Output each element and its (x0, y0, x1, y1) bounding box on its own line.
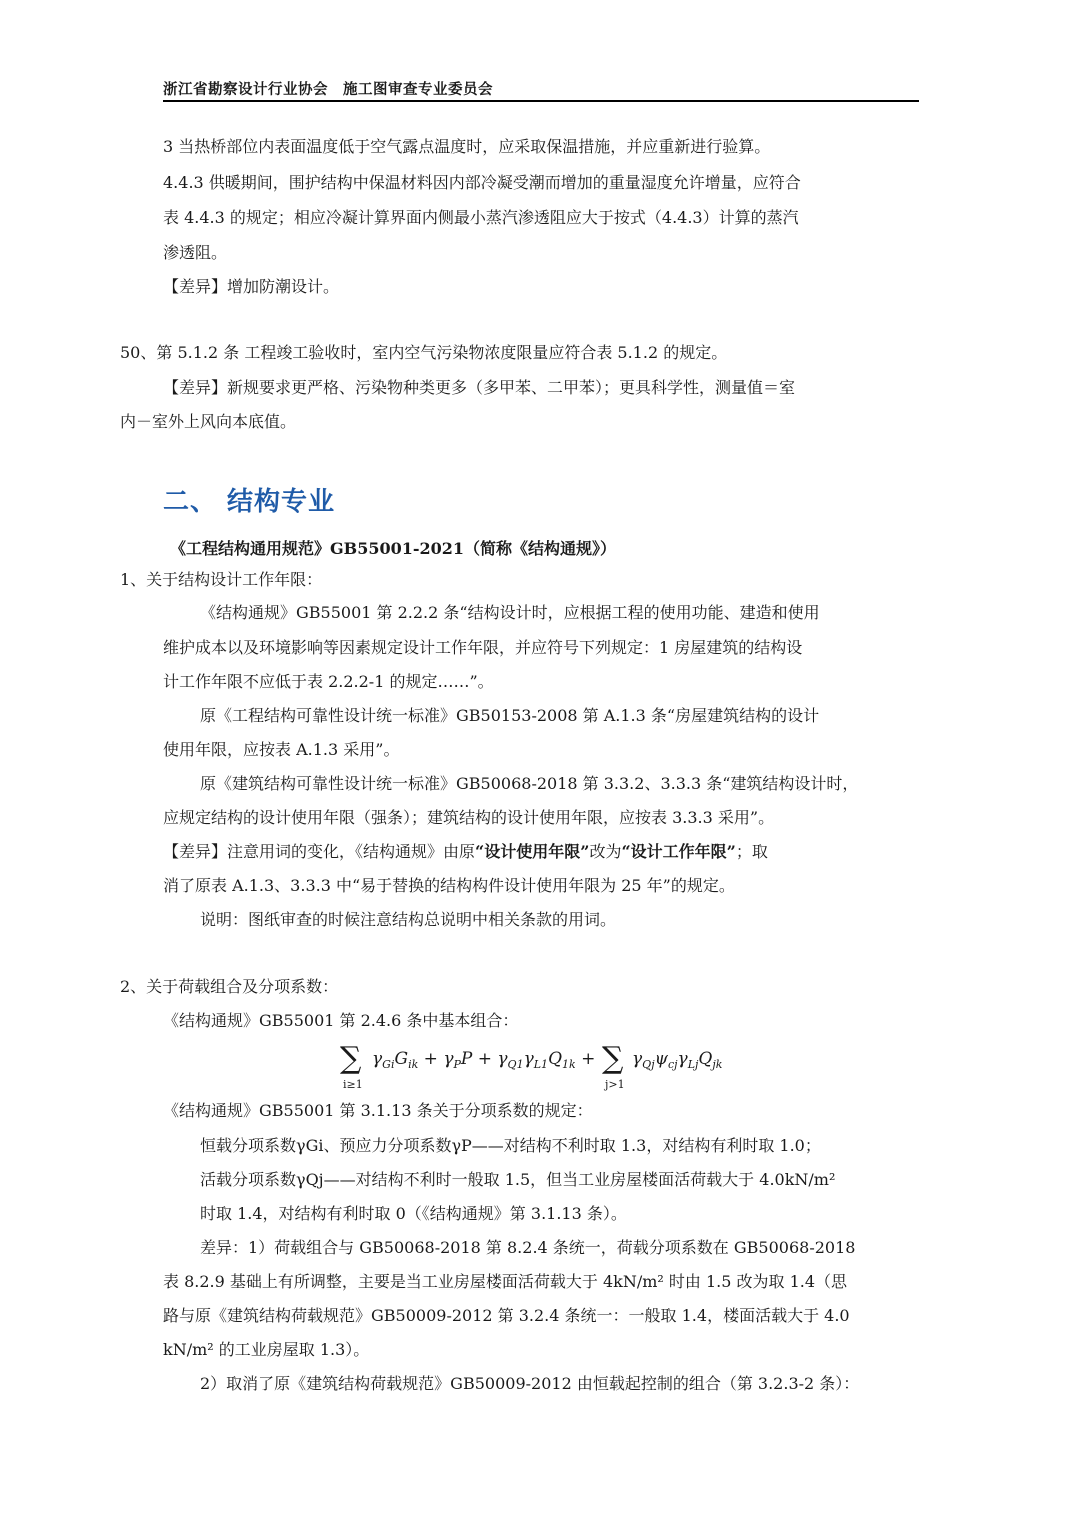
load-combination-formula (340, 1034, 760, 1094)
text-line: 4.4.3 供暖期间，围护结构中保温材料因内部冷凝受潮而增加的重量湿度允许增量，应符合 (163, 173, 801, 192)
emphasis-old-term: “设计使用年限” (475, 842, 590, 861)
text-line: 《结构通规》GB55001 第 2.4.6 条中基本组合： (163, 1011, 519, 1030)
page-header (163, 78, 919, 102)
diff-text: 改为 (589, 842, 622, 861)
sum-symbol: ∑ (602, 1041, 624, 1076)
text-line: 原《建筑结构可靠性设计统一标准》GB50068-2018 第 3.3.2、3.3.3 条“建筑结构设计时， (200, 774, 859, 793)
diff-text: 【差异】注意用词的变化，《结构通规》由原 (163, 842, 476, 861)
diff-text: ；取 (735, 842, 768, 861)
standard-title: 《工程结构通用规范》GB55001-2021（简称《结构通规》） (170, 539, 617, 558)
text-line: 说明：图纸审查的时候注意结构总说明中相关条款的用词。 (200, 910, 617, 929)
text-line: 应规定结构的设计使用年限（强条）；建筑结构的设计使用年限，应按表 3.3.3 采用”。 (163, 808, 775, 827)
sum-index: i≥1 (343, 1078, 363, 1091)
section-heading: 二、 结构专业 (163, 487, 336, 517)
text-line: 消了原表 A.1.3、3.3.3 中“易于替换的结构构件设计使用年限为 25 年”的规定。 (163, 876, 735, 895)
text-line: 活载分项系数γQj——对结构不利时一般取 1.5，但当工业房屋楼面活荷载大于 4.0kN/m² (200, 1170, 836, 1189)
text-line: 恒载分项系数γGi、预应力分项系数γP——对结构不利时取 1.3，对结构有利时取 1.0； (200, 1136, 821, 1155)
text-line: 表 8.2.9 基础上有所调整，主要是当工业房屋楼面活荷载大于 4kN/m² 时由 1.5 改为取 1.4（思 (163, 1272, 848, 1291)
text-line: 50、第 5.1.2 条 工程竣工验收时，室内空气污染物浓度限量应符合表 5.1.2 的规定。 (120, 343, 728, 362)
text-line: 《结构通规》GB55001 第 2.2.2 条“结构设计时，应根据工程的使用功能、建造和使用 (200, 603, 820, 622)
item-title: 1、关于结构设计工作年限： (120, 570, 323, 589)
text-line: 表 4.4.3 的规定；相应冷凝计算界面内侧最小蒸汽渗透阻应大于按式（4.4.3）计算的蒸汽 (163, 208, 799, 227)
diff-note: 【差异】增加防潮设计。 (163, 277, 340, 296)
text-line: 维护成本以及环境影响等因素规定设计工作年限，并应符号下列规定：1 房屋建筑的结构设 (163, 638, 803, 657)
text-line: 使用年限，应按表 A.1.3 采用”。 (163, 740, 400, 759)
sum-symbol: ∑ (340, 1041, 362, 1076)
sum-index: j>1 (605, 1078, 625, 1091)
text-line: 差异：1）荷载组合与 GB50068-2018 第 8.2.4 条统一，荷载分项系数在 GB50068-2018 (200, 1238, 856, 1257)
text-line: 渗透阻。 (163, 243, 228, 262)
text-line: 时取 1.4，对结构有利时取 0（《结构通规》第 3.1.13 条）。 (200, 1204, 627, 1223)
diff-note: 【差异】新规要求更严格、污染物种类更多（多甲苯、二甲苯）；更具科学性，测量值＝室 (163, 378, 796, 397)
formula-body: $\gamma_{Gi}G_{ik} + \gamma_PP + \gamma_{Q1}\gamma_{L1}Q_{1k}$ + (372, 1049, 596, 1071)
text-line: 原《工程结构可靠性设计统一标准》GB50153-2008 第 A.1.3 条“房屋建筑结构的设计 (200, 706, 820, 725)
item-title: 2、关于荷载组合及分项系数： (120, 977, 339, 996)
header-title: 浙江省勘察设计行业协会 施工图审查专业委员会 (163, 82, 493, 98)
text-line: 2）取消了原《建筑结构荷载规范》GB50009-2012 由恒载起控制的组合（第 3.2.3-2 条）： (200, 1374, 860, 1393)
text-line: 计工作年限不应低于表 2.2.2-1 的规定……”。 (163, 672, 494, 691)
text-line: kN/m² 的工业房屋取 1.3）。 (163, 1340, 370, 1359)
text-line: 《结构通规》GB55001 第 3.1.13 条关于分项系数的规定： (163, 1101, 593, 1120)
text-line: 内－室外上风向本底值。 (120, 412, 297, 431)
diff-note (163, 842, 768, 862)
text-line: 3 当热桥部位内表面温度低于空气露点温度时，应采取保温措施，并应重新进行验算。 (163, 137, 771, 156)
formula-body: $\gamma_{Qj}\psi_{cj}\gamma_{Lj}Q_{jk}$ (632, 1049, 723, 1071)
text-line: 路与原《建筑结构荷载规范》GB50009-2012 第 3.2.4 条统一：一般取 1.4，楼面活载大于 4.0 (163, 1306, 850, 1325)
emphasis-new-term: “设计工作年限” (621, 842, 736, 861)
